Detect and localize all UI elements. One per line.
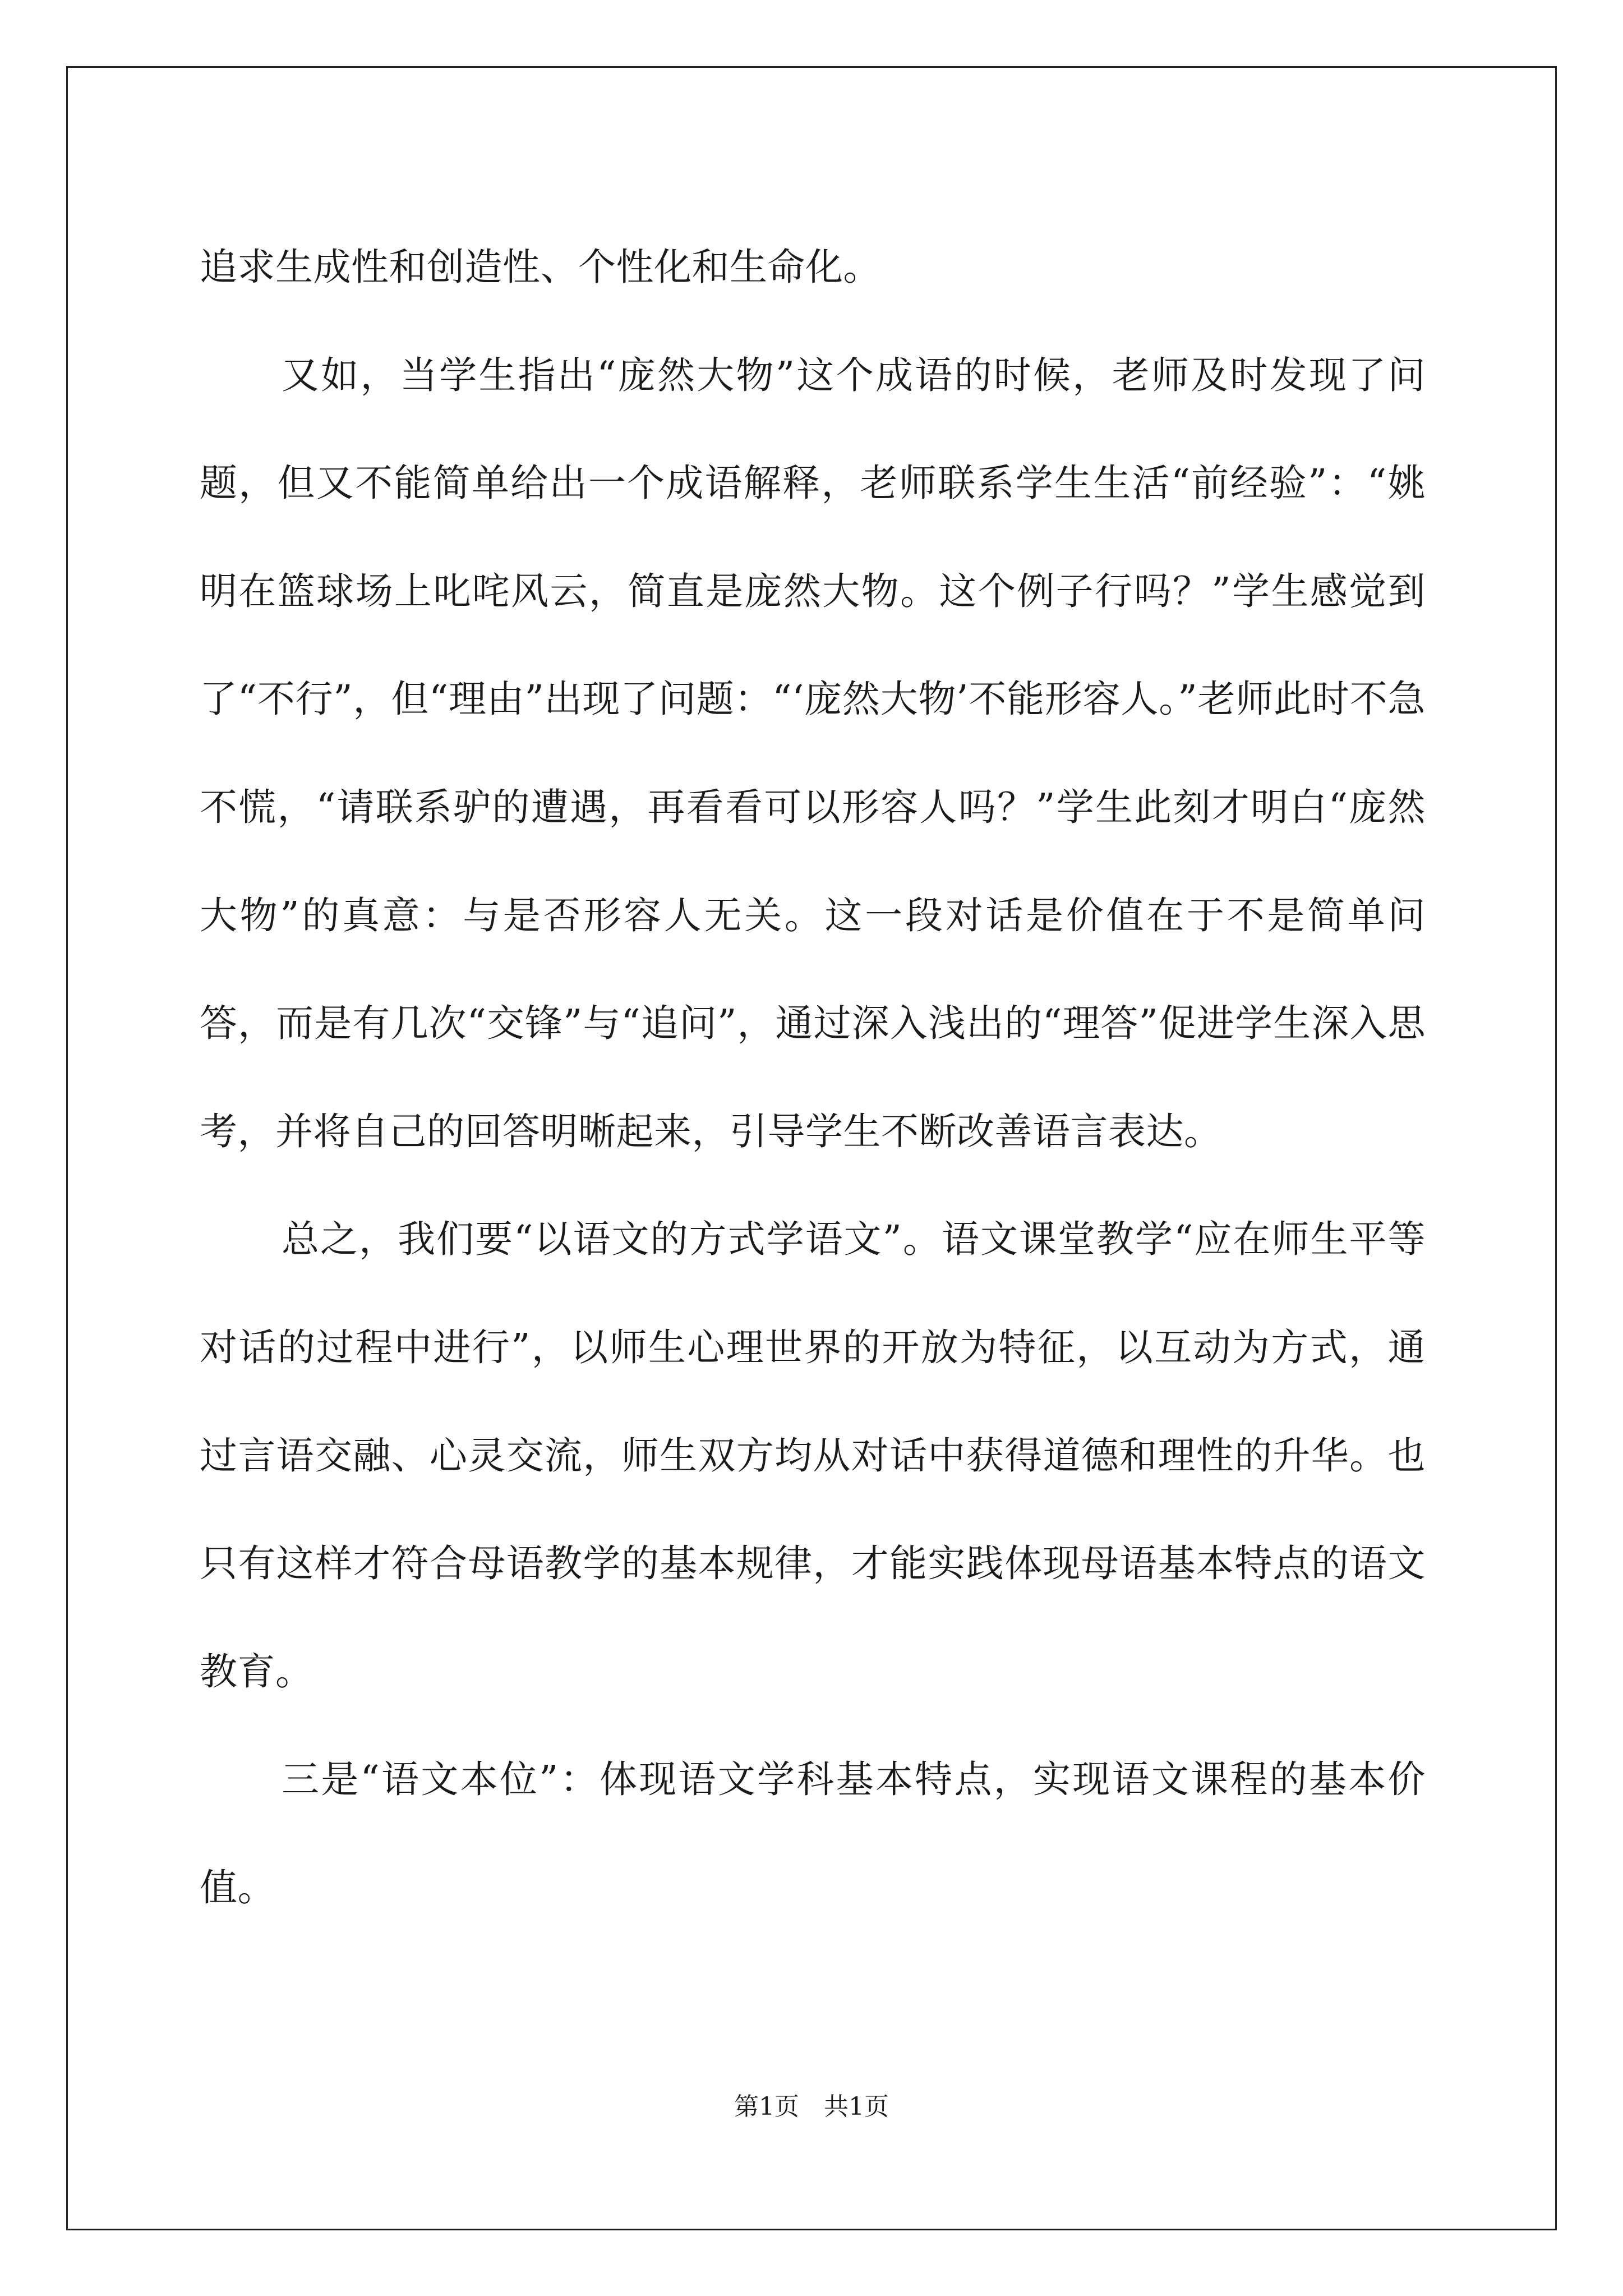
page-number-footer: 第1页 共1页 — [734, 2092, 889, 2121]
paragraph-3: 总之，我们要“以语文的方式学语文”。语文课堂教学“应在师生平等对话的过程中进行”，以师生心理世界的开放为特征，以互动为方式，通过言语交融、心灵交流，师生双方均从对话中获得道德和理性的升华。也只有这样才符合母语教学的基本规律，才能实践体现母语基本特点的语文教育。 — [200, 1217, 1426, 1694]
paragraph-1: 追求生成性和创造性、个性化和生命化。 — [200, 245, 881, 289]
paragraph-2: 又如，当学生指出“庞然大物”这个成语的时候，老师及时发现了问题，但又不能简单给出一个成语解释，老师联系学生生活“前经验”：“姚明在篮球场上叱咤风云，简直是庞然大物。这个例子行吗？”学生感觉到了“不行”，但“理由”出现了问题：“‘庞然大物’不能形容人。”老师此时不急不慌，“请联系驴的遭遇，再看看可以形容人吗？”学生此刻才明白“庞然大物”的真意：与是否形容人无关。这一段对话是价值在于不是简单问答，而是有几次“交锋”与“追问”，通过深入浅出的“理答”促进学生深入思考，并将自己的回答明晰起来，引导学生不断改善语言表达。 — [200, 353, 1426, 1153]
document-body — [200, 213, 1426, 1942]
paragraph-4: 三是“语文本位”：体现语文学科基本特点，实现语文课程的基本价值。 — [200, 1757, 1426, 1910]
